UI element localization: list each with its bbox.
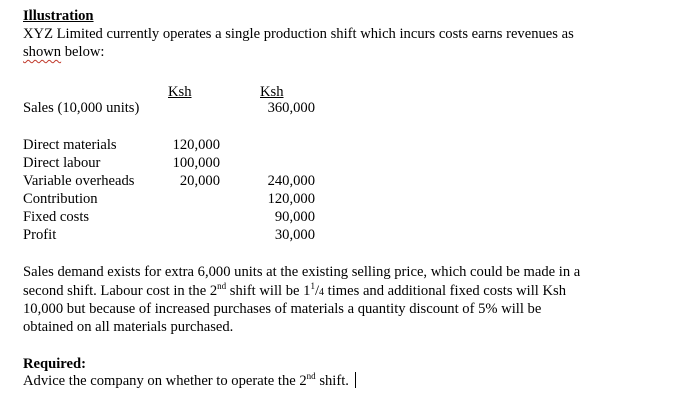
row-fixed-costs-col2: 90,000 — [274, 209, 315, 225]
column-header-2: Ksh — [260, 84, 284, 100]
row-variable-overheads-col1: 20,000 — [179, 173, 220, 189]
row-profit-col2: 30,000 — [274, 227, 315, 243]
row-label-variable-overheads: Variable overheads — [23, 173, 135, 189]
paragraph-line-2: second shift. Labour cost in the 2nd shift will be $1^1/4$ times and additional fixed costs will Ksh — [23, 281, 567, 299]
row-label-contribution: Contribution — [23, 191, 98, 207]
row-contribution-col2: 120,000 — [267, 191, 315, 207]
intro-line-2-rest: below: — [61, 44, 105, 60]
paragraph-line-3: 10,000 but because of increased purchases of materials a quantity discount of 5% will be — [23, 301, 542, 317]
row-label-direct-labour: Direct labour — [23, 155, 101, 171]
column-header-1: Ksh — [168, 84, 192, 100]
row-direct-materials-col1: 120,000 — [172, 137, 220, 153]
row-variable-overheads-col2: 240,000 — [267, 173, 315, 189]
row-label-sales: Sales (10,000 units) — [23, 100, 140, 116]
row-label-profit: Profit — [23, 227, 57, 243]
required-heading: Required: — [23, 356, 86, 372]
title: Illustration — [23, 8, 94, 24]
row-label-fixed-costs: Fixed costs — [23, 209, 90, 225]
row-sales-col2: 360,000 — [267, 100, 315, 116]
text-cursor — [355, 372, 356, 388]
flagged-word[interactable]: shown — [23, 44, 62, 60]
row-label-direct-materials: Direct materials — [23, 137, 117, 153]
paragraph-line-4: obtained on all materials purchased. — [23, 319, 234, 335]
row-direct-labour-col1: 100,000 — [172, 155, 220, 171]
intro-line-2 — [23, 43, 104, 61]
paragraph-line-1: Sales demand exists for extra 6,000 units at the existing selling price, which could be made in a — [23, 264, 581, 280]
required-text[interactable]: Advice the company on whether to operate the 2nd shift. — [23, 372, 356, 390]
intro-line-1: XYZ Limited currently operates a single production shift which incurs costs earns revenues as — [23, 26, 574, 42]
